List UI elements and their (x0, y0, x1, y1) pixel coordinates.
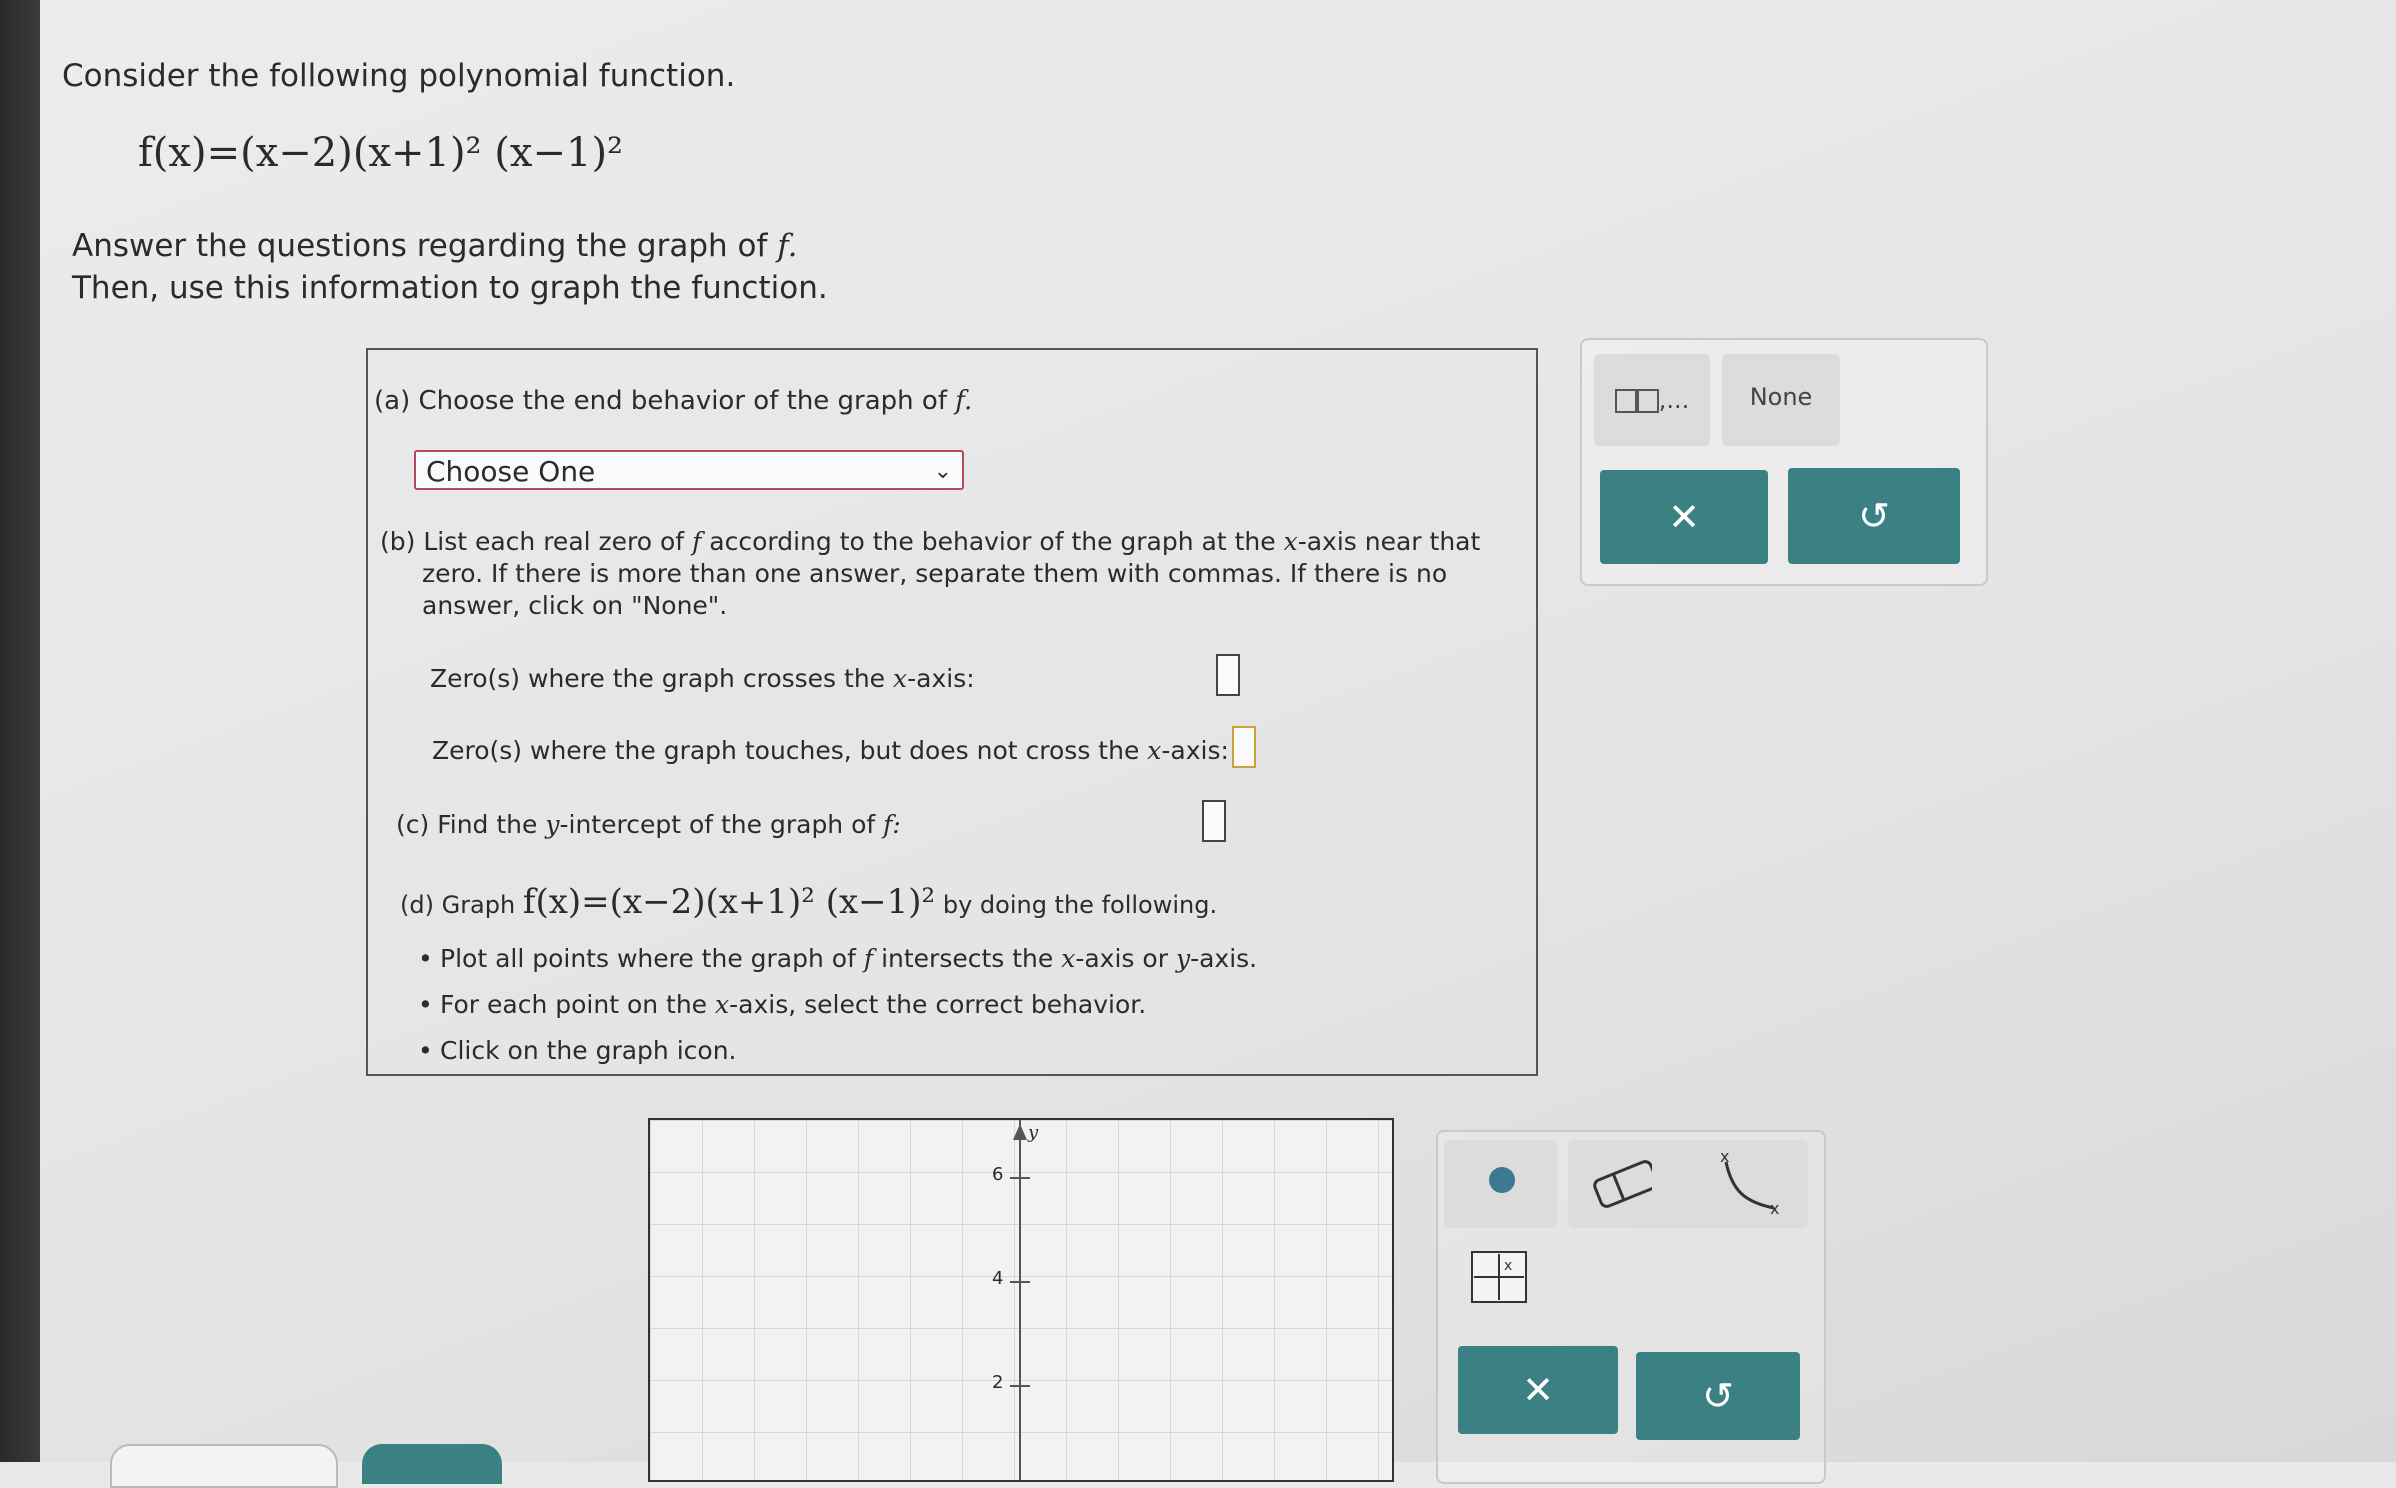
graph-canvas[interactable] (648, 1118, 1394, 1482)
graph-grid (650, 1120, 1392, 1480)
step-click-graph-icon: • Click on the graph icon. (440, 1028, 1257, 1074)
tick-label: 2 (992, 1372, 1004, 1393)
graph-undo-button[interactable]: ↺ (1636, 1352, 1800, 1440)
box-icon (1615, 389, 1637, 413)
svg-text:x: x (1504, 1258, 1513, 1274)
chevron-down-icon: ⌄ (933, 459, 952, 484)
end-behavior-select[interactable]: Choose One ⌄ (414, 450, 964, 490)
step-select-behavior: • For each point on the x-axis, select the correct behavior. (440, 982, 1257, 1028)
crosses-label: Zero(s) where the graph crosses the x-axis: (430, 664, 975, 693)
curve-behavior-icon (1652, 1140, 1808, 1228)
instruction-line-1: Answer the questions regarding the graph of f. (72, 228, 798, 264)
tick-label: 6 (992, 1164, 1004, 1185)
undo-button[interactable]: ↺ (1788, 468, 1960, 564)
point-icon (1489, 1167, 1515, 1193)
step-plot-points: • Plot all points where the graph of f intersects the x-axis or y-axis. (440, 936, 1257, 982)
part-d-steps (440, 936, 1257, 1074)
point-tool-button[interactable] (1444, 1140, 1558, 1228)
y-intercept-answer-box[interactable] (1202, 800, 1226, 842)
part-a-label: (a) Choose the end behavior of the graph of f. (374, 386, 973, 416)
svg-text:x: x (1770, 1199, 1780, 1218)
none-button[interactable]: None (1722, 354, 1840, 446)
behavior-tool-button[interactable] (1652, 1140, 1808, 1228)
part-c-label: (c) Find the y-intercept of the graph of f: (396, 810, 901, 839)
svg-text:x: x (1720, 1147, 1730, 1166)
part-b-instructions: (b) List each real zero of f according to the behavior of the graph at the x-axis near that zero. If there is more than one answer, separate them with commas. If there is no answer, click on "None". (380, 527, 1481, 620)
bottom-tab[interactable] (110, 1444, 338, 1488)
touches-label: Zero(s) where the graph touches, but does not cross the x-axis: (432, 736, 1229, 765)
crosses-answer-box[interactable] (1216, 654, 1240, 696)
touches-answer-box[interactable] (1232, 726, 1256, 768)
box-icon (1637, 389, 1659, 413)
function-definition: f(x)=(x−2)(x+1)² (x−1)² (138, 130, 624, 176)
part-d-label: (d) Graph f(x)=(x−2)(x+1)² (x−1)² by doing the following. (400, 882, 1218, 922)
graph-icon-button[interactable] (1468, 1246, 1532, 1310)
y-axis-label: y (1028, 1122, 1039, 1143)
tick-label: 4 (992, 1268, 1004, 1289)
graph-clear-button[interactable]: ✕ (1458, 1346, 1618, 1434)
instruction-line-2: Then, use this information to graph the function. (72, 270, 828, 306)
graph-icon (1468, 1246, 1532, 1310)
bottom-tab-active[interactable] (362, 1444, 502, 1484)
list-template-button[interactable]: ,... (1594, 354, 1710, 446)
clear-button[interactable]: ✕ (1600, 470, 1768, 564)
intro-text: Consider the following polynomial function. (62, 58, 736, 94)
